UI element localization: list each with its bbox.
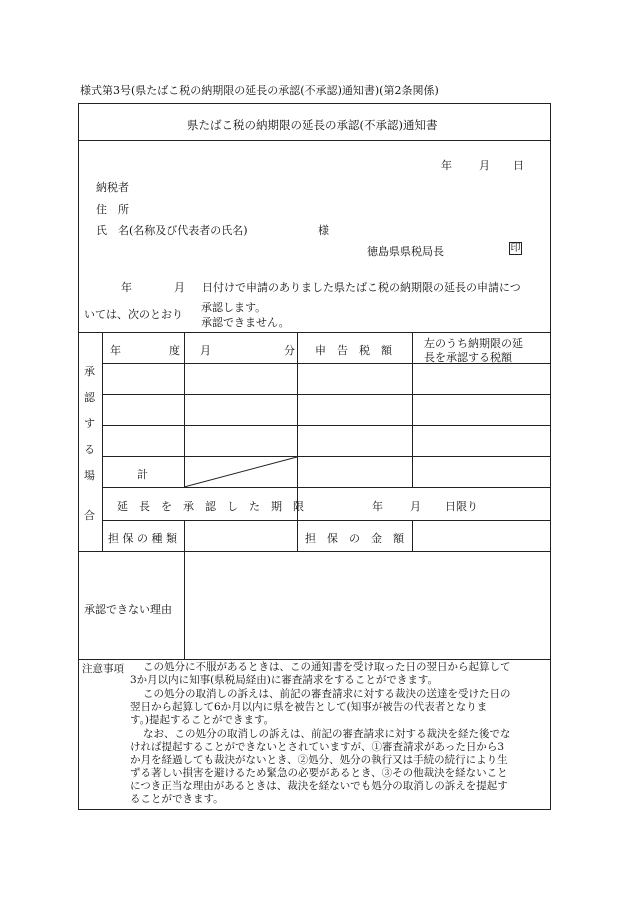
deadline-suffix: 日限り [445,500,478,513]
deadline-year: 年 [372,500,383,513]
rule-row1-bottom [102,394,551,395]
deadline-month: 月 [410,500,421,513]
collateral-type-label: 担 保 の 種 類 [108,532,177,545]
rule-collateral-amount-col [412,520,413,551]
rule-deadline-bottom [102,520,551,521]
notes-p1-line: 3か月以内に知事(県税局経由)に審査請求をすることができます。 [130,674,439,686]
reason-label: 承認できない理由 [84,603,172,616]
intro-year: 年 [121,281,132,294]
notes-p3-line: ければ提起することができないとされていますが、①審査請求があった日から3 [130,741,505,753]
notes-p3-line: につき正当な理由があるときは、裁決を経ないでも処分の取消しの訴えを提起す [130,780,508,792]
date-month: 月 [479,159,490,172]
date-year: 年 [441,159,452,172]
issuer-name: 徳島県県税局長 [367,245,444,258]
approval-side-char: 合 [84,509,95,522]
notes-p3-line: ずる著しい損害を避けるため緊急の必要があるとき、③その他裁決を経ないこと [130,767,508,779]
rule-side-label [102,332,103,551]
col-period-char2: 分 [284,344,295,357]
notes-p3-line: なお、この処分の取消しの訴えは、前記の審査請求に対する裁決を経た後でな [143,728,511,740]
rule-intro-bottom [78,332,551,333]
total-diagonal [184,456,298,488]
approval-side-char: 場 [84,469,95,482]
document-title: 県たばこ税の納期限の延長の承認(不承認)通知書 [187,118,438,132]
col-extended-line2: 長を承認する税額 [424,351,512,364]
intro-month: 月 [174,281,185,294]
rule-row2-bottom [102,425,551,426]
date-day: 日 [513,159,524,172]
deadline-label: 延 長 を 承 認 し た 期 限 [117,500,304,513]
notes-p3-line: か月を経過しても裁決がないとき、②処分、処分の執行又は手続の続行により生 [130,754,508,766]
notes-p1-line: この処分に不服があるときは、この通知書を受け取った日の翌日から起算して [143,661,511,673]
col-extended-line1: 左のうち納期限の延 [424,337,523,350]
honorific: 様 [318,224,329,237]
notes-p2-line: この処分の取消しの訴えは、前記の審査請求に対する裁決の送達を受けた日の [143,688,511,700]
notes-label: 注意事項 [82,663,124,675]
approval-side-char: す [84,417,95,430]
notes-p3-line: ることができます。 [130,793,224,805]
rule-reason-label [184,551,185,659]
intro-line1: 日付けで申請のありました県たばこ税の納期限の延長の申請につ [202,281,521,294]
option-reject: 承認できません。 [201,316,290,329]
address-label: 住 所 [96,203,129,216]
col-year-char2: 度 [169,344,180,357]
rule-period-col [297,332,298,551]
total-label: 計 [137,468,148,481]
taxpayer-heading: 納税者 [96,181,129,194]
approval-side-char: 承 [84,365,95,378]
approval-side-char: る [84,443,95,456]
name-label: 氏 名(名称及び代表者の氏名) [96,224,248,237]
intro-line2: いては、次のとおり [84,308,183,321]
rule-row3-bottom [102,456,551,457]
approval-side-char: 認 [84,391,95,404]
rule-collateral-type-col [184,520,185,551]
rule-approval-bottom [78,551,551,552]
col-year-char1: 年 [110,344,121,357]
collateral-amount-label: 担 保 の 金 額 [305,532,404,545]
option-approve: 承認します。 [201,301,267,314]
notes-p2-line: 翌日から起算して6か月以内に県を被告として(知事が被告の代表者となりま [130,701,488,713]
rule-declared-col [412,332,413,487]
form-label: 様式第3号(県たばこ税の納期限の延長の承認(不承認)通知書)(第2条関係) [80,84,439,97]
rule-title-bottom [78,140,551,141]
seal-mark: 印 [510,243,521,254]
col-declared: 申 告 税 額 [315,344,392,357]
notes-p2-line: す。)提起することができます。 [130,714,275,726]
col-period-char1: 月 [200,344,211,357]
rule-total-bottom [102,487,551,488]
rule-reason-bottom [78,659,551,660]
